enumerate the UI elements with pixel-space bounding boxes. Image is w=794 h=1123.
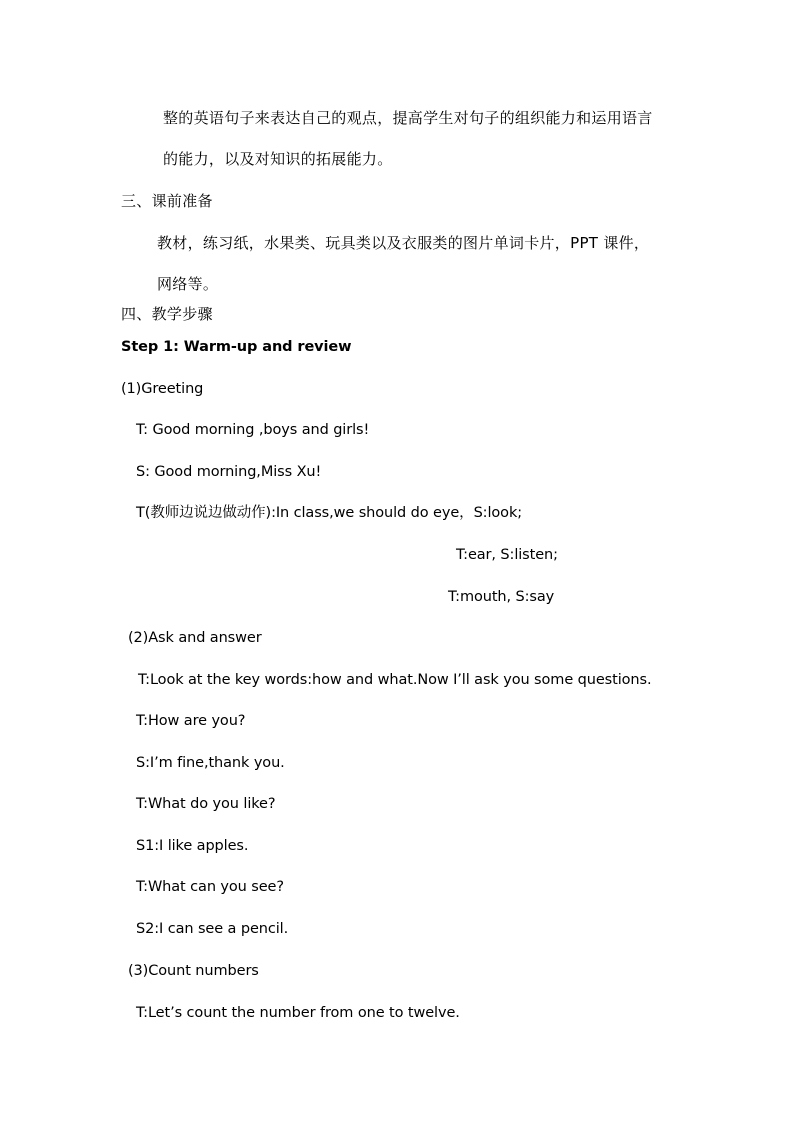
step1-title: Step 1: Warm-up and review xyxy=(121,339,352,355)
greeting-teacher-line: T: Good morning ,boys and girls! xyxy=(136,422,370,438)
question-2: T:What do you like? xyxy=(136,796,276,812)
ask-answer-intro: T:Look at the key words:how and what.Now I’ll ask you some questions. xyxy=(138,672,652,688)
section3-body-line-2: 网络等。 xyxy=(157,275,219,293)
section3-body-line-1: 教材，练习纸，水果类、玩具类以及衣服类的图片单词卡片，PPT 课件， xyxy=(157,234,650,252)
section4-heading: 四、教学步骤 xyxy=(121,305,213,323)
count-numbers-teacher-line: T:Let’s count the number from one to twelve. xyxy=(136,1005,460,1021)
greeting-title: (1)Greeting xyxy=(121,381,204,397)
answer-1: S:I’m fine,thank you. xyxy=(136,755,285,771)
objectives-line-2: 的能力，以及对知识的拓展能力。 xyxy=(163,150,393,168)
answer-2: S1:I like apples. xyxy=(136,838,249,854)
greeting-mouth-line: T:mouth, S:say xyxy=(448,589,555,605)
ask-answer-title: (2)Ask and answer xyxy=(128,630,262,646)
greeting-teacher-action-line: T(教师边说边做动作):In class,we should do eye，S:look; xyxy=(136,505,523,521)
objectives-line-1: 整的英语句子来表达自己的观点，提高学生对句子的组织能力和运用语言 xyxy=(163,109,653,127)
question-3: T:What can you see? xyxy=(136,879,284,895)
answer-3: S2:I can see a pencil. xyxy=(136,921,289,937)
greeting-student-line: S: Good morning,Miss Xu! xyxy=(136,464,322,480)
greeting-ear-line: T:ear, S:listen; xyxy=(456,547,558,563)
question-1: T:How are you? xyxy=(136,713,246,729)
count-numbers-title: (3)Count numbers xyxy=(128,963,259,979)
section3-heading: 三、课前准备 xyxy=(121,192,213,210)
